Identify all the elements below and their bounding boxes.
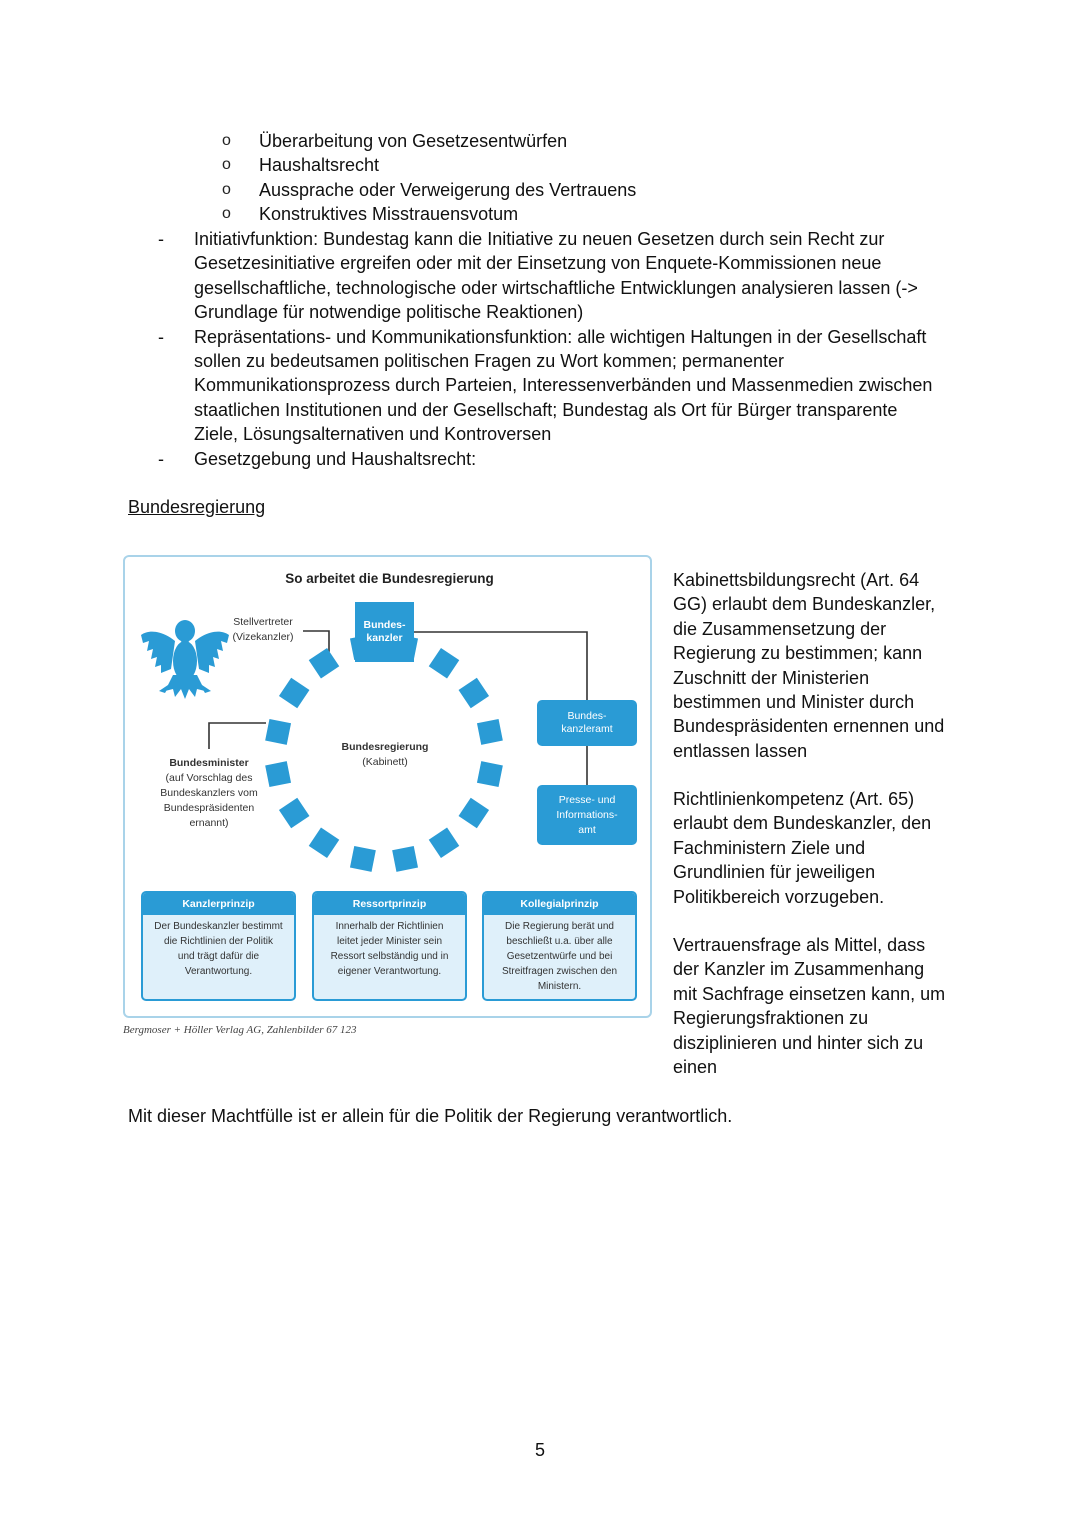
dash-bullet-icon: - — [158, 326, 164, 347]
presseamt-line: Informations- — [556, 808, 618, 821]
side-line: bestimmen und Minister durch — [673, 692, 915, 713]
principle-title: Kollegialprinzip — [484, 893, 635, 915]
bundesregierung-figure — [123, 555, 652, 1018]
minister-square — [459, 798, 490, 829]
text-line: Kommunikationsprozess durch Parteien, Interessenverbänden und Massenmedien zwischen — [194, 375, 933, 396]
principle-line: eigener Verantwortung. — [337, 966, 442, 977]
figure-title: So arbeitet die Bundesregierung — [285, 571, 494, 586]
side-line: erlaubt dem Bundeskanzler, den — [673, 813, 932, 834]
principle-text — [143, 915, 294, 979]
principle-line: Innerhalb der Richtlinien — [335, 921, 444, 932]
principle-title: Ressortprinzip — [314, 893, 465, 915]
vizekanzler-line: Stellvertreter — [233, 616, 293, 628]
side-line: Politikbereich vorzugeben. — [673, 886, 885, 907]
bundesminister-note: ernannt) — [189, 817, 229, 829]
side-line: Vertrauensfrage als Mittel, dass — [673, 935, 926, 955]
bundesminister-label — [145, 756, 273, 831]
principle-line: die Richtlinien der Politik — [164, 936, 273, 947]
side-line: disziplinieren und hinter sich zu — [673, 1032, 924, 1053]
text-line: sollen zu bedeutsamen politischen Fragen zu Wort kommen; permanenter — [194, 351, 784, 372]
kanzleramt-line: kanzleramt — [561, 723, 613, 735]
principle-line: Streitfragen zwischen den — [501, 966, 618, 977]
bundesminister-note: (auf Vorschlag des — [165, 772, 253, 784]
bundesminister-note: Bundespräsidenten — [163, 802, 255, 814]
principle-line: und trägt dafür die — [177, 951, 260, 962]
minister-square — [350, 846, 376, 872]
vizekanzler-line: (Vizekanzler) — [232, 631, 294, 643]
dash-bullet-item — [158, 447, 958, 471]
text-line: Gesetzgebung und Haushaltsrecht: — [194, 448, 477, 469]
text-line: gesellschaftliche, technologische oder wirtschaftliche Entwicklungen analysieren lassen (-> — [194, 277, 918, 298]
principle-line: Der Bundeskanzler bestimmt — [154, 921, 283, 932]
sub-bullet-text: Konstruktives Misstrauensvotum — [259, 204, 519, 225]
minister-square — [309, 648, 340, 679]
text-line: Gesetzesinitiative ergreifen oder mit der Einsetzung von Enquete-Kommissionen neue — [194, 253, 882, 274]
text-line: staatlichen Institutionen und der Gesellschaft; Bundestag als Ort für Bürger transparente — [194, 399, 898, 420]
closing-sentence: Mit dieser Machtfülle ist er allein für die Politik der Regierung verantwortlich. — [128, 1106, 733, 1126]
circle-bullet-icon: o — [222, 205, 231, 223]
sub-bullet-item — [222, 129, 636, 153]
kabinett-title: Bundesregierung — [341, 741, 429, 753]
vizekanzler-label — [221, 615, 305, 645]
kanzler-label — [355, 602, 414, 662]
side-line: die Zusammensetzung der — [673, 618, 887, 639]
presseamt-line: amt — [578, 823, 596, 836]
kabinett-subtitle: (Kabinett) — [362, 756, 408, 768]
minister-square — [429, 828, 460, 859]
sub-bullet-text: Überarbeitung von Gesetzesentwürfen — [259, 131, 568, 151]
sub-bullet-item — [222, 153, 636, 177]
side-line: Regierung zu bestimmen; kann — [673, 643, 923, 664]
dash-bullet-icon: - — [158, 448, 164, 469]
presseamt-label — [537, 785, 637, 845]
section-heading: Bundesregierung — [128, 497, 266, 517]
dash-bullet-item — [158, 325, 958, 447]
dash-bullet-item — [158, 227, 958, 325]
circle-bullet-icon: o — [222, 132, 231, 149]
side-line: der Kanzler im Zusammenhang — [673, 959, 925, 980]
kanzler-line: kanzler — [366, 632, 403, 644]
side-line: Richtlinienkompetenz (Art. 65) — [673, 789, 915, 809]
principle-line: Ressort selbständig und in — [330, 951, 449, 962]
side-line: GG) erlaubt dem Bundeskanzler, — [673, 594, 936, 615]
sub-bullet-item — [222, 178, 636, 202]
dash-bullet-icon: - — [158, 229, 164, 249]
principle-text — [314, 915, 465, 979]
side-line: mit Sachfrage einsetzen kann, um — [673, 983, 946, 1004]
side-line: einen — [673, 1057, 718, 1078]
vizekanzler-connector — [303, 631, 329, 652]
principle-text — [484, 915, 635, 994]
minister-square — [459, 678, 490, 709]
principle-line: Gesetzentwürfe und bei — [506, 951, 613, 962]
text-line: Repräsentations- und Kommunikationsfunktion: alle wichtigen Haltungen in der Gesellschaft — [194, 326, 927, 347]
minister-square — [279, 798, 310, 829]
side-line: Zuschnitt der Ministerien — [673, 667, 870, 688]
side-line: Grundlinien für jeweiligen — [673, 862, 876, 883]
side-line: Regierungsfraktionen zu — [673, 1008, 869, 1029]
dash-bullet-list — [158, 227, 958, 471]
bundesminister-note: Bundeskanzlers vom — [160, 787, 258, 799]
principle-title: Kanzlerprinzip — [143, 893, 294, 915]
circle-bullet-icon: o — [222, 180, 231, 198]
sub-bullet-item — [222, 202, 636, 226]
ressortprinzip-box — [312, 891, 467, 1001]
side-line: Kabinettsbildungsrecht (Art. 64 — [673, 570, 920, 590]
text-line: Grundlage für notwendige politische Reaktionen) — [194, 302, 584, 323]
minister-square — [309, 828, 340, 859]
side-line: Bundespräsidenten ernennen und — [673, 716, 945, 737]
circle-bullet-icon: o — [222, 156, 231, 174]
page-number: 5 — [534, 1440, 545, 1460]
kanzleramt-label — [537, 700, 637, 746]
side-paragraph-richtlinienkompetenz — [673, 787, 963, 909]
principle-line: leitet jeder Minister sein — [336, 936, 443, 947]
bundesminister-title: Bundesminister — [169, 757, 249, 769]
side-paragraph-kabinettsbildungsrecht — [673, 568, 963, 763]
side-line: Fachministern Ziele und — [673, 837, 866, 858]
side-line: entlassen lassen — [673, 740, 808, 761]
kollegialprinzip-box — [482, 891, 637, 1001]
kanzler-line: Bundes- — [363, 619, 406, 631]
sub-bullet-text: Haushaltsrecht — [259, 155, 380, 176]
minister-square — [392, 846, 418, 872]
minister-square — [477, 761, 503, 787]
minister-connector — [209, 723, 266, 749]
side-paragraph-vertrauensfrage — [673, 933, 963, 1079]
kanzlerprinzip-box — [141, 891, 296, 1001]
text-line: Initiativfunktion: Bundestag kann die Initiative zu neuen Gesetzen durch sein Recht zur — [194, 229, 885, 249]
minister-square — [429, 648, 460, 679]
sub-bullet-text: Aussprache oder Verweigerung des Vertrauens — [259, 179, 637, 200]
bundesadler-icon — [141, 620, 229, 699]
principle-line: Ministern. — [537, 981, 582, 992]
minister-square — [265, 719, 291, 745]
principle-line: Verantwortung. — [184, 966, 253, 977]
minister-square — [477, 719, 503, 745]
minister-square — [279, 678, 310, 709]
sub-bullet-list — [222, 129, 636, 227]
principle-line: beschließt u.a. über alle — [506, 936, 613, 947]
kabinett-label — [320, 740, 450, 770]
principle-line: Die Regierung berät und — [505, 921, 614, 932]
presseamt-line: Presse- und — [558, 793, 616, 806]
figure-credit: Bergmoser + Höller Verlag AG, Zahlenbilder 67 123 — [123, 1024, 357, 1036]
text-line: Ziele, Lösungsalternativen und Kontroversen — [194, 424, 552, 445]
kanzleramt-line: Bundes- — [567, 710, 607, 722]
